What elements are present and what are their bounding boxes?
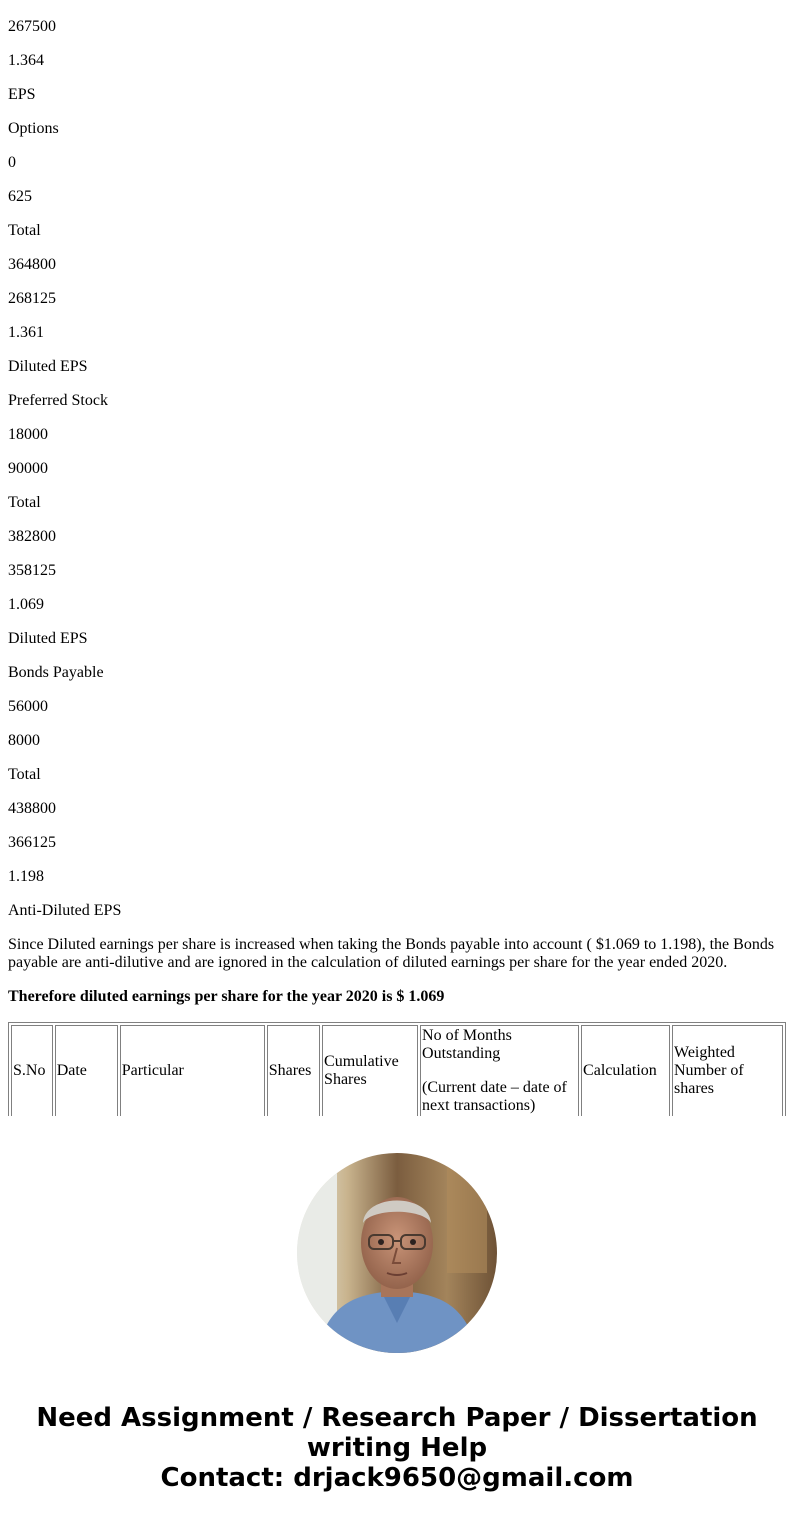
eps-line: 438800 <box>8 800 56 817</box>
header-date: Date <box>55 1025 118 1116</box>
header-months-outstanding <box>420 1025 579 1116</box>
eps-line: Total <box>8 222 41 239</box>
eps-line: Preferred Stock <box>8 392 108 409</box>
eps-line: 1.361 <box>8 324 44 341</box>
eps-line: Anti-Diluted EPS <box>8 902 122 919</box>
promo-banner <box>0 1403 794 1493</box>
header-cumulative-shares: Cumulative Shares <box>322 1025 418 1116</box>
eps-line: 8000 <box>8 732 40 749</box>
author-portrait-image <box>297 1153 497 1353</box>
months-header-line1: No of Months Outstanding <box>422 1027 512 1062</box>
header-shares: Shares <box>267 1025 320 1116</box>
header-weighted-shares: Weighted Number of shares <box>672 1025 783 1116</box>
eps-line: 382800 <box>8 528 56 545</box>
eps-line: 364800 <box>8 256 56 273</box>
eps-line: 1.069 <box>8 596 44 613</box>
eps-line: 56000 <box>8 698 48 715</box>
eps-line: Diluted EPS <box>8 358 88 375</box>
promo-headline: Need Assignment / Research Paper / Dissertation writing Help <box>36 1403 758 1463</box>
eps-line: 366125 <box>8 834 56 851</box>
eps-solution-content <box>8 0 786 1116</box>
eps-line <box>8 0 786 2</box>
eps-line: 358125 <box>8 562 56 579</box>
eps-line: 267500 <box>8 18 56 35</box>
header-sno: S.No <box>11 1025 53 1116</box>
eps-line: Total <box>8 766 41 783</box>
promo-contact-email[interactable]: Contact: drjack9650@gmail.com <box>160 1463 634 1493</box>
eps-line: 1.364 <box>8 52 44 69</box>
author-avatar <box>297 1153 497 1353</box>
table-header-row <box>11 1025 783 1116</box>
eps-line: 18000 <box>8 426 48 443</box>
eps-line: 1.198 <box>8 868 44 885</box>
eps-line: EPS <box>8 86 36 103</box>
eps-line: Bonds Payable <box>8 664 104 681</box>
eps-line: Diluted EPS <box>8 630 88 647</box>
weighted-shares-table <box>8 1022 786 1116</box>
weighted-shares-table-wrapper <box>8 1022 786 1116</box>
eps-line: 268125 <box>8 290 56 307</box>
eps-line: Total <box>8 494 41 511</box>
eps-line: 625 <box>8 188 32 205</box>
months-header-line2: (Current date – date of next transactions) <box>422 1079 567 1114</box>
header-calculation: Calculation <box>581 1025 670 1116</box>
eps-line: 0 <box>8 154 16 171</box>
explanation-paragraph: Since Diluted earnings per share is increased when taking the Bonds payable into account ( $1.069 to 1.198), the Bonds payable are anti-dilutive and are ignored in the calculation of diluted earnings per share for the year ended 2020. <box>8 936 775 971</box>
eps-line: 90000 <box>8 460 48 477</box>
header-particular: Particular <box>120 1025 265 1116</box>
eps-line: Options <box>8 120 59 137</box>
conclusion-paragraph: Therefore diluted earnings per share for the year 2020 is $ 1.069 <box>8 988 445 1005</box>
